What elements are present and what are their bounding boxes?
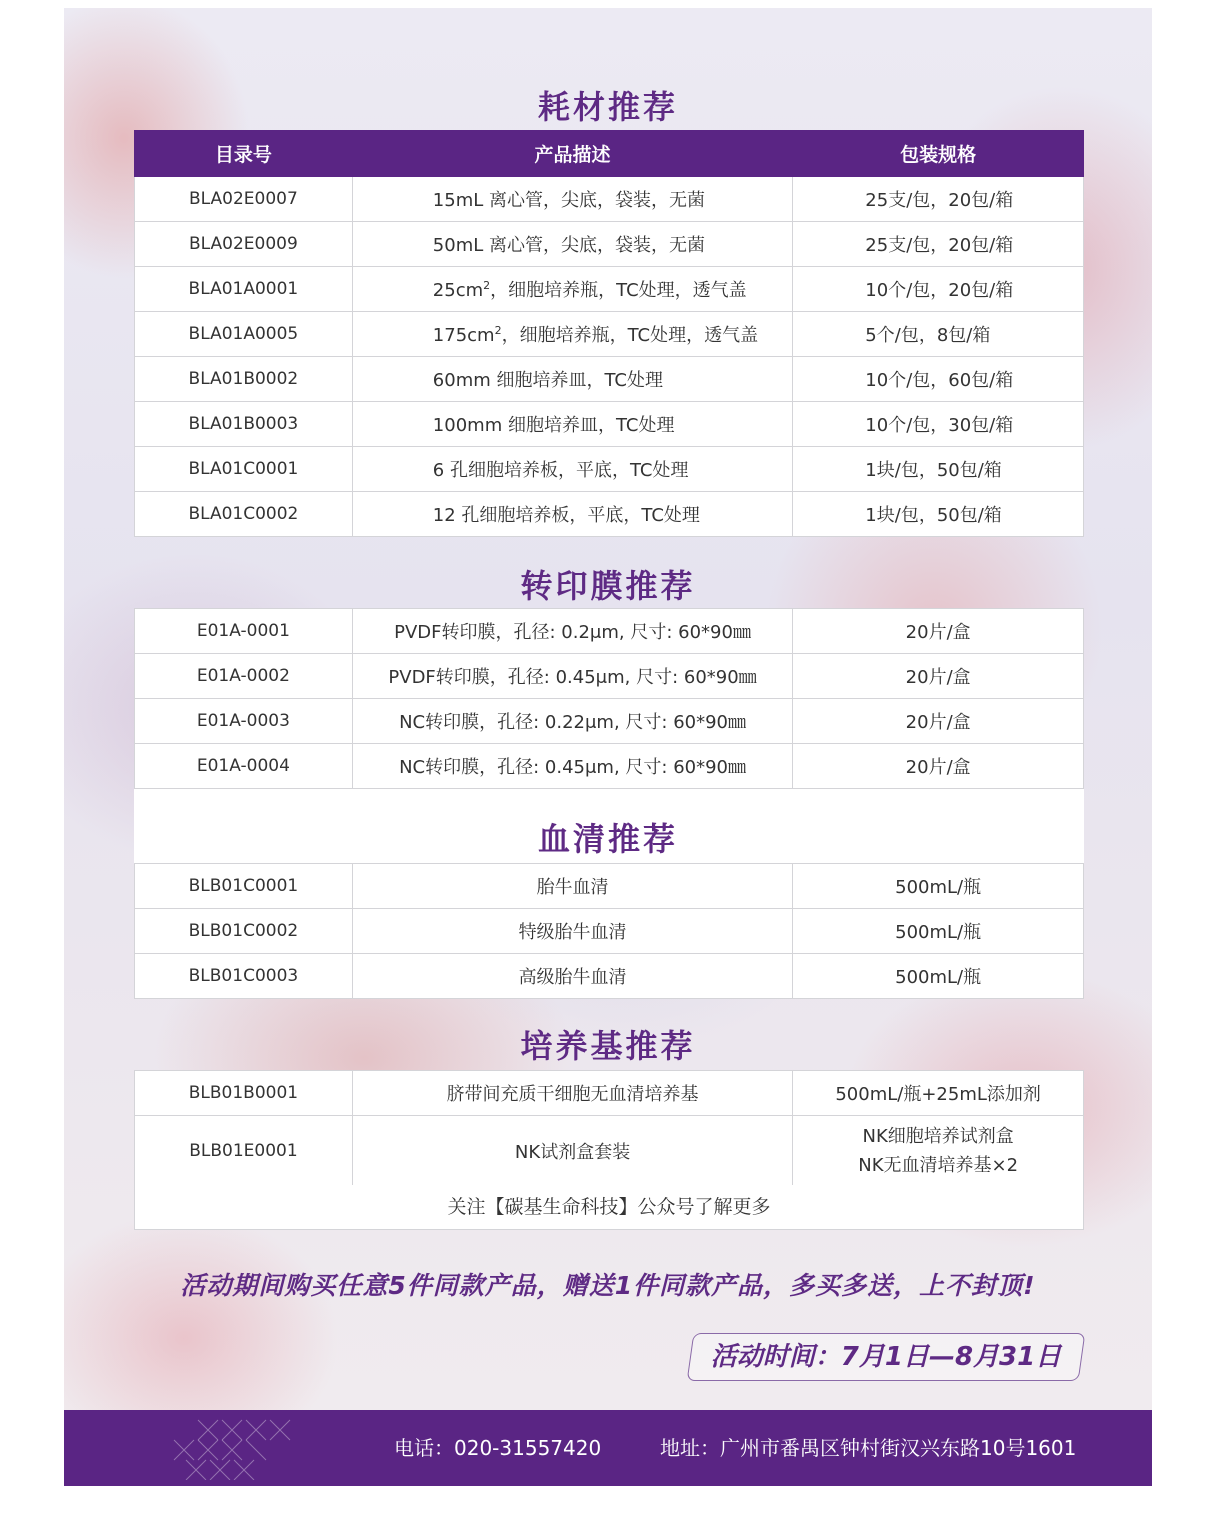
table-row — [135, 744, 1084, 789]
table-row — [135, 609, 1084, 654]
table-row — [135, 447, 1084, 492]
table-row — [135, 222, 1084, 267]
packaging-line: NK细胞培养试剂盒 — [862, 1125, 1014, 1147]
catalog-number: BLB01C0001 — [135, 864, 353, 909]
catalog-number: BLA01A0001 — [135, 267, 353, 312]
table-row — [135, 267, 1084, 312]
table-row — [135, 909, 1084, 954]
packaging-spec: 500mL/瓶 — [793, 954, 1084, 999]
product-description: NK试剂盒套装 — [352, 1116, 792, 1186]
product-description: NC转印膜，孔径: 0.45μm, 尺寸: 60*90㎜ — [352, 744, 793, 789]
catalog-number: E01A-0001 — [135, 609, 353, 654]
consumables-table — [134, 130, 1084, 537]
packaging-spec: 10个/包，30包/箱 — [793, 402, 1084, 447]
packaging-spec: 10个/包，60包/箱 — [793, 357, 1084, 402]
table-row — [135, 654, 1084, 699]
consumables-title: 耗材推荐 — [537, 88, 678, 126]
catalog-number: BLA01C0002 — [135, 492, 353, 537]
footer-phone: 电话：020-31557420 — [394, 1436, 602, 1460]
packaging-spec: 20片/盒 — [793, 744, 1084, 789]
table-row — [135, 492, 1084, 537]
table-row — [135, 699, 1084, 744]
catalog-number: BLA01A0005 — [135, 312, 353, 357]
packaging-spec — [793, 1116, 1084, 1186]
catalog-number: BLB01C0002 — [135, 909, 353, 954]
product-description: PVDF转印膜，孔径: 0.2μm, 尺寸: 60*90㎜ — [352, 609, 793, 654]
product-description: PVDF转印膜，孔径: 0.45μm, 尺寸: 60*90㎜ — [352, 654, 793, 699]
catalog-number: E01A-0004 — [135, 744, 353, 789]
membranes-title: 转印膜推荐 — [520, 567, 696, 605]
table-row — [135, 1071, 1084, 1116]
follow-notice: 关注【碳基生命科技】公众号了解更多 — [134, 1185, 1084, 1230]
packaging-spec: 20片/盒 — [793, 699, 1084, 744]
header-description: 产品描述 — [352, 131, 793, 177]
serum-table — [134, 863, 1084, 999]
catalog-number: BLB01C0003 — [135, 954, 353, 999]
product-description: $25cm^2$，细胞培养瓶，TC处理，透气盖 — [352, 267, 793, 312]
packaging-spec: 5个/包，8包/箱 — [793, 312, 1084, 357]
packaging-spec: 20片/盒 — [793, 609, 1084, 654]
period-text: 活动时间：7月1日—8月31日 — [710, 1342, 1062, 1372]
poster — [64, 8, 1152, 1486]
product-description: 高级胎牛血清 — [352, 954, 792, 999]
product-description: 100mm 细胞培养皿，TC处理 — [352, 402, 793, 447]
packaging-spec: 25支/包，20包/箱 — [793, 177, 1084, 222]
product-description: 50mL 离心管，尖底，袋装，无菌 — [352, 222, 793, 267]
packaging-line: NK无血清培养基×2 — [858, 1154, 1019, 1176]
table-header-row — [135, 131, 1084, 177]
membranes-table — [134, 608, 1084, 789]
serum-title: 血清推荐 — [537, 820, 678, 858]
packaging-spec: 25支/包，20包/箱 — [793, 222, 1084, 267]
packaging-spec: 500mL/瓶 — [793, 909, 1084, 954]
promo-text: 活动期间购买任意5件同款产品，赠送1件同款产品，多买多送，上不封顶! — [180, 1271, 1036, 1300]
media-title: 培养基推荐 — [520, 1027, 696, 1065]
catalog-number: BLA01B0003 — [135, 402, 353, 447]
product-description: $175cm^2$，细胞培养瓶，TC处理，透气盖 — [352, 312, 793, 357]
packaging-spec: 20片/盒 — [793, 654, 1084, 699]
product-description: 12 孔细胞培养板，平底，TC处理 — [352, 492, 793, 537]
header-catalog: 目录号 — [135, 131, 353, 177]
catalog-number: BLA02E0009 — [135, 222, 353, 267]
header-packaging: 包装规格 — [793, 131, 1084, 177]
packaging-spec: 500mL/瓶 — [793, 864, 1084, 909]
product-description: NC转印膜，孔径: 0.22μm, 尺寸: 60*90㎜ — [352, 699, 793, 744]
catalog-number: E01A-0003 — [135, 699, 353, 744]
table-row — [135, 954, 1084, 999]
table-row — [135, 402, 1084, 447]
product-description: 脐带间充质干细胞无血清培养基 — [352, 1071, 792, 1116]
footer-bar — [64, 1410, 1152, 1486]
table-row — [135, 864, 1084, 909]
catalog-number: E01A-0002 — [135, 654, 353, 699]
product-description: 特级胎牛血清 — [352, 909, 792, 954]
product-description: 胎牛血清 — [352, 864, 792, 909]
catalog-number: BLA01C0001 — [135, 447, 353, 492]
table-row — [135, 312, 1084, 357]
product-description: 6 孔细胞培养板，平底，TC处理 — [352, 447, 793, 492]
packaging-spec: 1块/包，50包/箱 — [793, 447, 1084, 492]
lattice-decoration-icon — [168, 1418, 298, 1480]
catalog-number: BLB01E0001 — [135, 1116, 353, 1186]
table-row — [135, 177, 1084, 222]
catalog-number: BLB01B0001 — [135, 1071, 353, 1116]
catalog-number: BLA01B0002 — [135, 357, 353, 402]
catalog-number: BLA02E0007 — [135, 177, 353, 222]
table-row — [135, 357, 1084, 402]
packaging-spec: 10个/包，20包/箱 — [793, 267, 1084, 312]
product-description: 15mL 离心管，尖底，袋装，无菌 — [352, 177, 793, 222]
packaging-spec: 500mL/瓶+25mL添加剂 — [793, 1071, 1084, 1116]
media-table — [134, 1070, 1084, 1186]
table-row — [135, 1116, 1084, 1186]
product-description: 60mm 细胞培养皿，TC处理 — [352, 357, 793, 402]
packaging-spec: 1块/包，50包/箱 — [793, 492, 1084, 537]
footer-address: 地址：广州市番禺区钟村街汉兴东路10号1601 — [660, 1436, 1077, 1460]
